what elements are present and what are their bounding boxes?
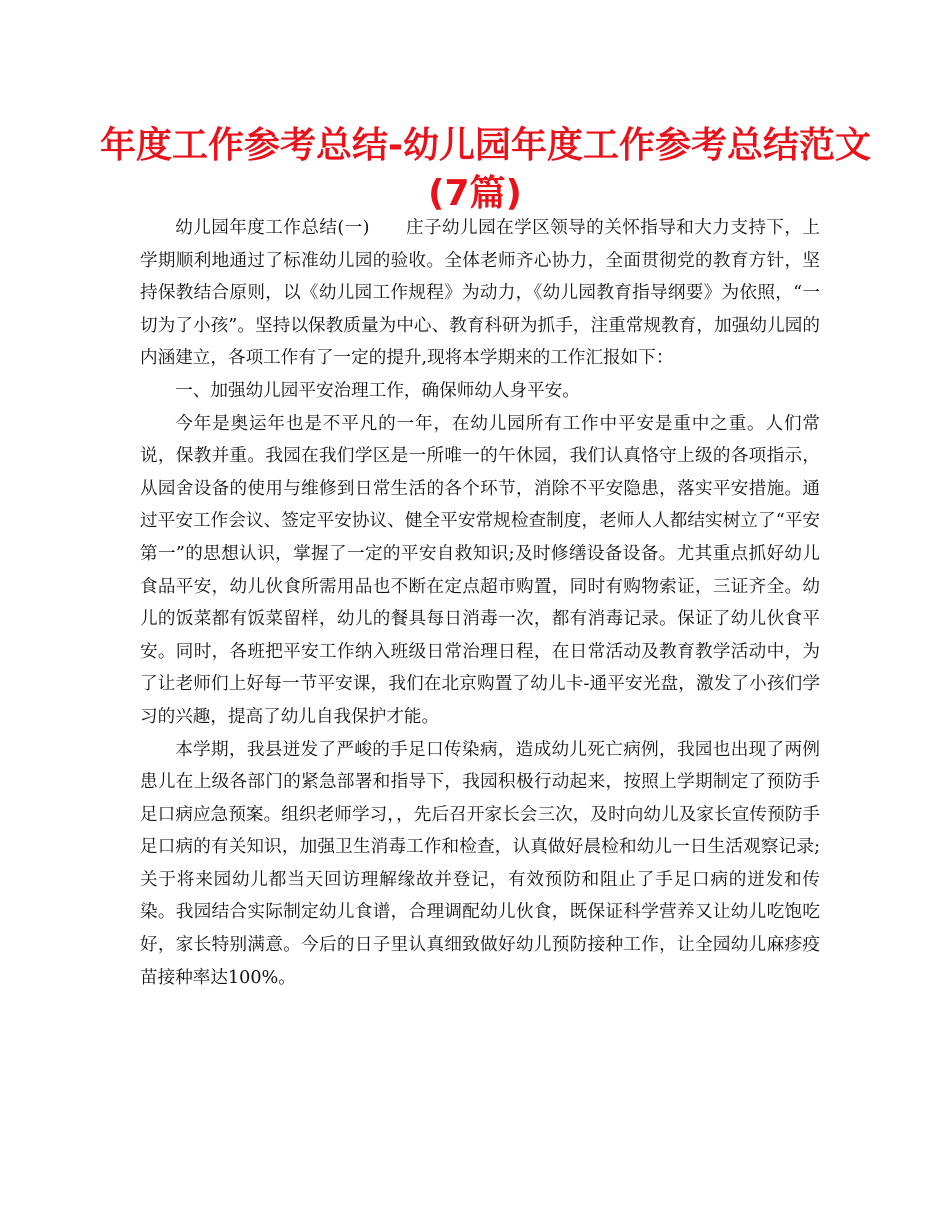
body-paragraph-disease-prevention: 本学期，我县迸发了严峻的手足口传染病，造成幼儿死亡病例，我园也出现了两例患儿在上级各部门的紧急部署和指导下，我园积极行动起来，按照上学期制定了预防手足口病应急预案。组织老师学习，，先后召开家长会三次，及时向幼儿及家长宣传预防手足口病的有关知识，加强卫生消毒工作和检查，认真做好晨检和幼儿一日生活观察记录;关于将来园幼儿都当天回访理解缘故并登记，有效预防和阻止了手足口病的迸发和传染。我园结合实际制定幼儿食谱，合理调配幼儿伙食，既保证科学营养又让幼儿吃饱吃好，家长特别满意。今后的日子里认真细致做好幼儿预防接种工作，让全园幼儿麻疹疫苗接种率达100%。	[140, 739, 820, 988]
body-paragraph-section-heading: 一、加强幼儿园平安治理工作，确保师幼人身平安。	[175, 380, 580, 401]
document-title-line-2: (7篇)	[428, 173, 522, 214]
body-paragraph-intro: 幼儿园年度工作总结(一) 庄子幼儿园在学区领导的关怀指导和大力支持下，上学期顺利地通过了标准幼儿园的验收。全体老师齐心协力，全面贯彻党的教育方针，坚持保教结合原则，以《幼儿园工作规程》为动力，《幼儿园教育指导纲要》为依照，“一切为了小孩”。坚持以保教质量为中心、教育科研为抓手，注重常规教育，加强幼儿园的内涵建立，各项工作有了一定的提升,现将本学期来的工作汇报如下：	[140, 218, 820, 369]
document-title-line-1: 年度工作参考总结-幼儿园年度工作参考总结范文	[100, 125, 871, 166]
document-body	[140, 212, 820, 994]
body-paragraph-safety: 今年是奥运年也是不平凡的一年，在幼儿园所有工作中平安是重中之重。人们常说，保教并重。我园在我们学区是一所唯一的午休园，我们认真恪守上级的各项指示，从园舍设备的使用与维修到日常生活的各个环节，消除不平安隐患，落实平安措施。通过平安工作会议、签定平安协议、健全平安常规检查制度，老师人人都结实树立了“平安第一”的思想认识，掌握了一定的平安自救知识;及时修缮设备设备。尤其重点抓好幼儿食品平安，幼儿伙食所需用品也不断在定点超市购置，同时有购物索证，三证齐全。幼儿的饭菜都有饭菜留样，幼儿的餐具每日消毒一次，都有消毒记录。保证了幼儿伙食平安。同时，各班把平安工作纳入班级日常治理日程，在日常活动及教育教学活动中，为了让老师们上好每一节平安课，我们在北京购置了幼儿卡-通平安光盘，激发了小孩们学习的兴趣，提高了幼儿自我保护才能。	[140, 413, 820, 727]
